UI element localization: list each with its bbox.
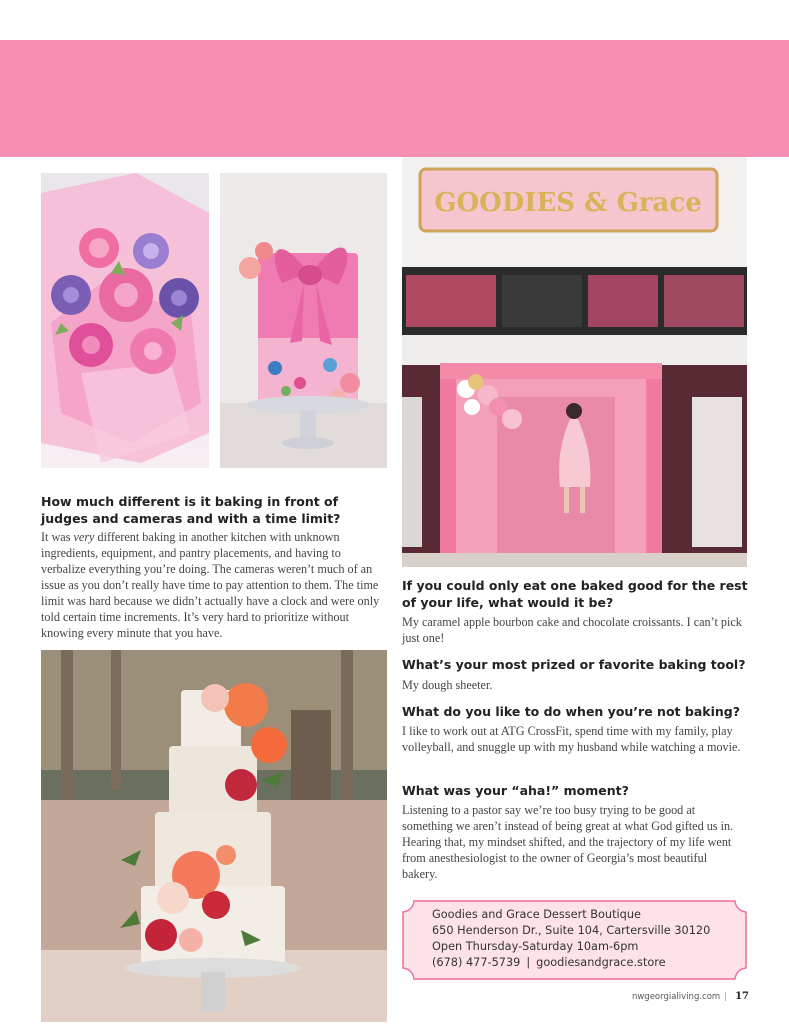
business-name: Goodies and Grace Dessert Boutique: [432, 908, 641, 921]
page-number: 17: [735, 991, 749, 1002]
business-contact: [432, 955, 710, 971]
answer-judges-cameras: [41, 529, 387, 641]
bow-cake-photo: [220, 173, 387, 468]
answer-aha-moment: Listening to a pastor say we’re too busy trying to be good at something we aren’t instead of being great at what God gifted us in. Hearing that, my mindset shifted, and the trajectory of my life went from anesthesiologist to the owner of Georgia’s most beautiful bakery.: [402, 803, 734, 881]
answer-part-2: different baking in another kitchen with unknown ingredients, equipment, and pantry placements, and having to verbalize everything you’re doing. The cameras weren’t much of an issue as you don’t really have time to pay attention to them. The time limit was hard because we didn’t actually have a clock and were only told certain time increments. It’s very hard to prioritize without knowing every minute that you have.: [41, 530, 380, 640]
header-color-band: [0, 40, 789, 157]
question-baking-tool: What’s your most prized or favorite baking tool?: [402, 657, 746, 672]
business-website[interactable]: goodiesandgrace.store: [536, 956, 666, 969]
answer-emphasis: very: [73, 530, 95, 544]
footer-site[interactable]: nwgeorgialiving.com: [631, 992, 721, 1002]
question-not-baking: What do you like to do when you’re not baking?: [402, 704, 740, 719]
contact-divider: |: [526, 956, 531, 969]
answer-one-baked-good: My caramel apple bourbon cake and chocolate croissants. I can’t pick just one!: [402, 615, 742, 645]
business-address: 650 Henderson Dr., Suite 104, Cartersville 30120: [432, 924, 711, 937]
cupcake-bouquet-photo: [41, 173, 209, 468]
question-one-baked-good: If you could only eat one baked good for the rest of your life, what would it be?: [402, 578, 748, 610]
storefront-photo: [402, 157, 747, 567]
business-hours: Open Thursday-Saturday 10am-6pm: [432, 940, 639, 953]
answer-part-1: It was: [41, 530, 74, 544]
question-judges-cameras: How much different is it baking in front of judges and cameras and with a time limit?: [41, 494, 341, 526]
question-aha-moment: What was your “aha!” moment?: [402, 783, 629, 798]
page-footer: [632, 991, 749, 1002]
storefront-sign-text: GOODIES & Grace: [434, 188, 702, 218]
business-phone[interactable]: (678) 477-5739: [432, 956, 521, 969]
footer-divider: |: [724, 992, 728, 1002]
business-info-box: [402, 900, 747, 980]
answer-baking-tool: My dough sheeter.: [402, 678, 493, 692]
wedding-cake-photo: [41, 650, 387, 1022]
answer-not-baking: I like to work out at ATG CrossFit, spend time with my family, play volleyball, and snuggle up with my husband while watching a movie.: [402, 724, 741, 754]
